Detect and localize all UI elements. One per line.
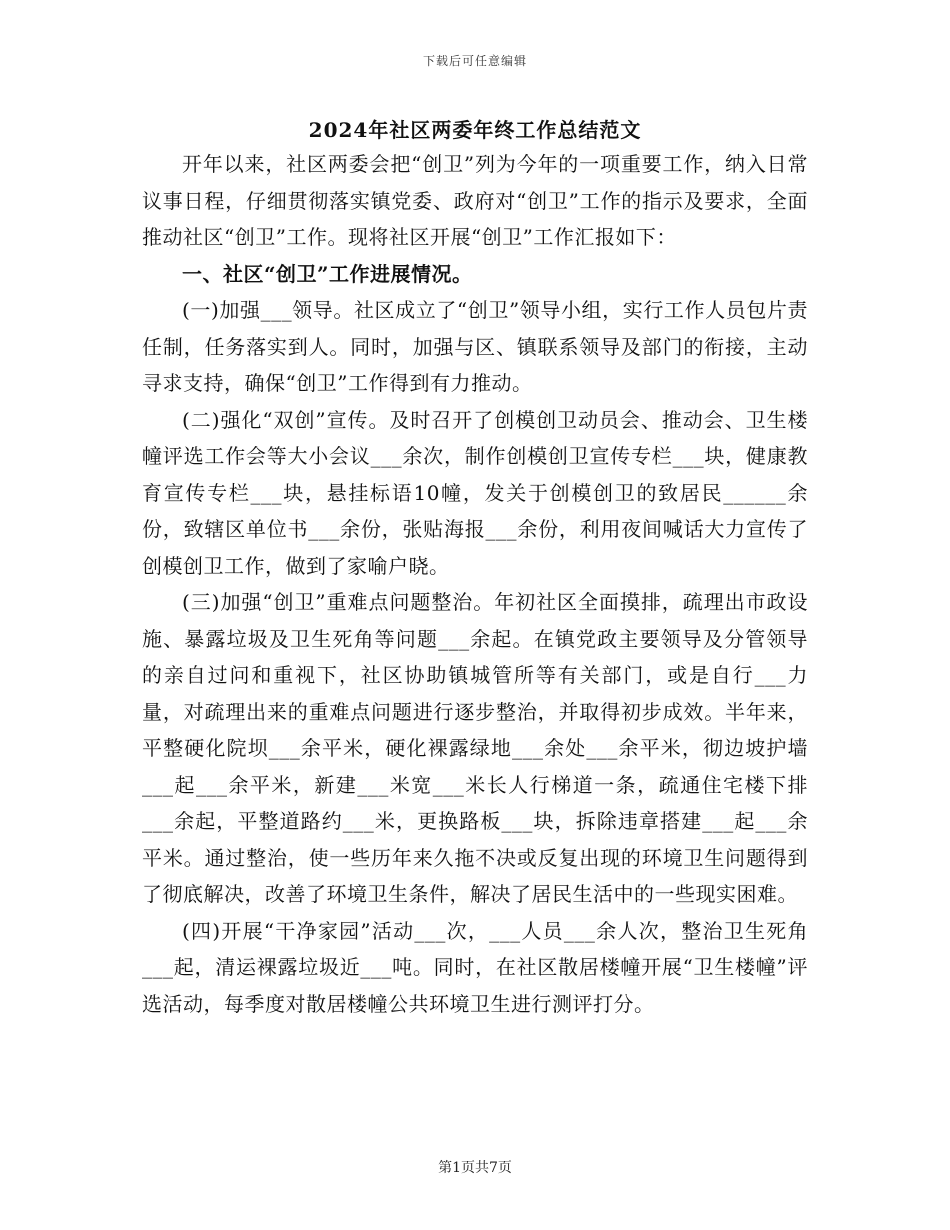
- paragraph-intro: 开年以来，社区两委会把“创卫”列为今年的一项重要工作，纳入日常议事日程，仔细贯彻落实镇党委、政府对“创卫”工作的指示及要求，全面推动社区“创卫”工作。现将社区开展“创卫”工作汇报如下：: [142, 152, 808, 249]
- page-header: 下载后可任意编辑: [422, 54, 527, 68]
- paragraph-clean-home: (四)开展“干净家园”活动___次，___人员___余人次，整治卫生死角___起，清运裸露垃圾近___吨。同时，在社区散居楼幢开展“卫生楼幢”评选活动，每季度对散居楼幢公共环境卫生进行测评打分。: [142, 918, 808, 1016]
- page-number: 第1页共7页: [438, 1160, 512, 1176]
- paragraph-leadership: (一)加强___领导。社区成立了“创卫”领导小组，实行工作人员包片责任制，任务落实到人。同时，加强与区、镇联系领导及部门的衔接，主动寻求支持，确保“创卫”工作得到有力推动。: [142, 298, 808, 395]
- section-heading: 一、社区“创卫”工作进展情况。: [182, 261, 473, 286]
- paragraph-publicity: (二)强化“双创”宣传。及时召开了创模创卫动员会、推动会、卫生楼幢评选工作会等大小会议___余次，制作创模创卫宣传专栏___块，健康教育宣传专栏___块，悬挂标语10幢，发关于创模创卫的致居民______余份，致辖区单位书___余份，张贴海报___余份，利用夜间喊话大力宣传了创模创卫工作，做到了家喻户晓。: [142, 407, 808, 578]
- document-title: 2024年社区两委年终工作总结范文: [308, 118, 642, 142]
- document-body: [142, 146, 808, 1022]
- paragraph-rectification: (三)加强“创卫”重难点问题整治。年初社区全面摸排，疏理出市政设施、暴露垃圾及卫生死角等问题___余起。在镇党政主要领导及分管领导的亲自过问和重视下，社区协助镇城管所等有关部门，或是自行___力量，对疏理出来的重难点问题进行逐步整治，并取得初步成效。半年来，平整硬化院坝___余平米，硬化裸露绿地___余处___余平米，彻边坡护墙___起___余平米，新建___米宽___米长人行梯道一条，疏通住宅楼下排___余起，平整道路约___米，更换路板___块，拆除违章搭建___起___余平米。通过整治，使一些历年来久拖不决或反复出现的环境卫生问题得到了彻底解决，改善了环境卫生条件，解决了居民生活中的一些现实困难。: [142, 590, 808, 906]
